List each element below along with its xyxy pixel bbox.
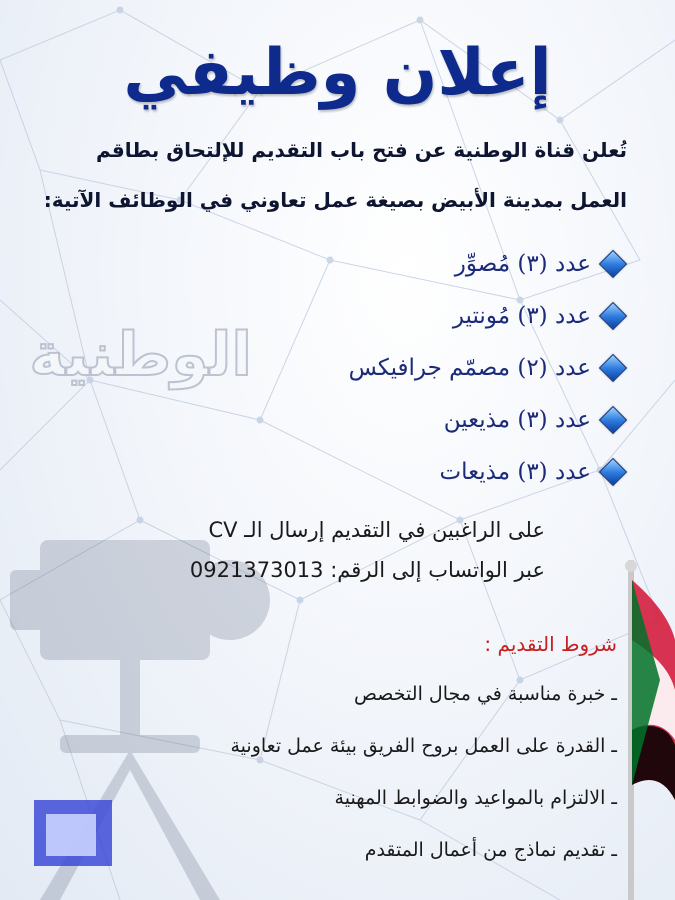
dash-bullet: ـ	[611, 735, 617, 757]
job-label: عدد (٣) مُصوِّر	[454, 251, 591, 277]
job-list	[205, 238, 625, 498]
list-item	[97, 772, 617, 824]
intro-line-2: العمل بمدينة الأبيض بصيغة عمل تعاوني في الوظائف الآتية:	[43, 188, 627, 212]
list-item	[205, 394, 625, 446]
conditions-heading: شروط التقديم :	[484, 632, 617, 656]
blue-diamond-icon	[599, 406, 627, 434]
condition-text: تقديم نماذج من أعمال المتقدم	[364, 839, 606, 861]
list-item	[205, 342, 625, 394]
list-item	[97, 668, 617, 720]
page-title: إعلان وظيفي	[123, 36, 552, 110]
blue-diamond-icon	[599, 354, 627, 382]
apply-instructions: على الراغبين في التقديم إرسال الـ CV	[208, 518, 545, 542]
job-label: عدد (٣) مذيعين	[443, 407, 591, 433]
list-item	[205, 238, 625, 290]
list-item	[205, 446, 625, 498]
dash-bullet: ـ	[611, 683, 617, 705]
job-label: عدد (٣) مذيعات	[439, 459, 591, 485]
apply-phone: عبر الواتساب إلى الرقم: 0921373013	[189, 558, 545, 582]
list-item	[205, 290, 625, 342]
dash-bullet: ـ	[611, 787, 617, 809]
intro-line-1: تُعلن قناة الوطنية عن فتح باب التقديم للإلتحاق بطاقم	[95, 138, 627, 162]
job-label: عدد (٣) مُونتير	[452, 303, 591, 329]
blue-diamond-icon	[599, 458, 627, 486]
decorative-square-icon	[34, 800, 112, 866]
list-item	[97, 720, 617, 772]
blue-diamond-icon	[599, 250, 627, 278]
list-item	[97, 824, 617, 876]
channel-logo-watermark: الوطنية	[29, 320, 252, 390]
job-label: عدد (٢) مصمّم جرافيكس	[348, 355, 591, 381]
condition-text: خبرة مناسبة في مجال التخصص	[354, 683, 606, 705]
blue-diamond-icon	[599, 302, 627, 330]
condition-text: الالتزام بالمواعيد والضوابط المهنية	[334, 787, 606, 809]
condition-text: القدرة على العمل بروح الفريق بيئة عمل تعاونية	[230, 735, 606, 757]
conditions-list	[97, 668, 617, 876]
dash-bullet: ـ	[611, 839, 617, 861]
